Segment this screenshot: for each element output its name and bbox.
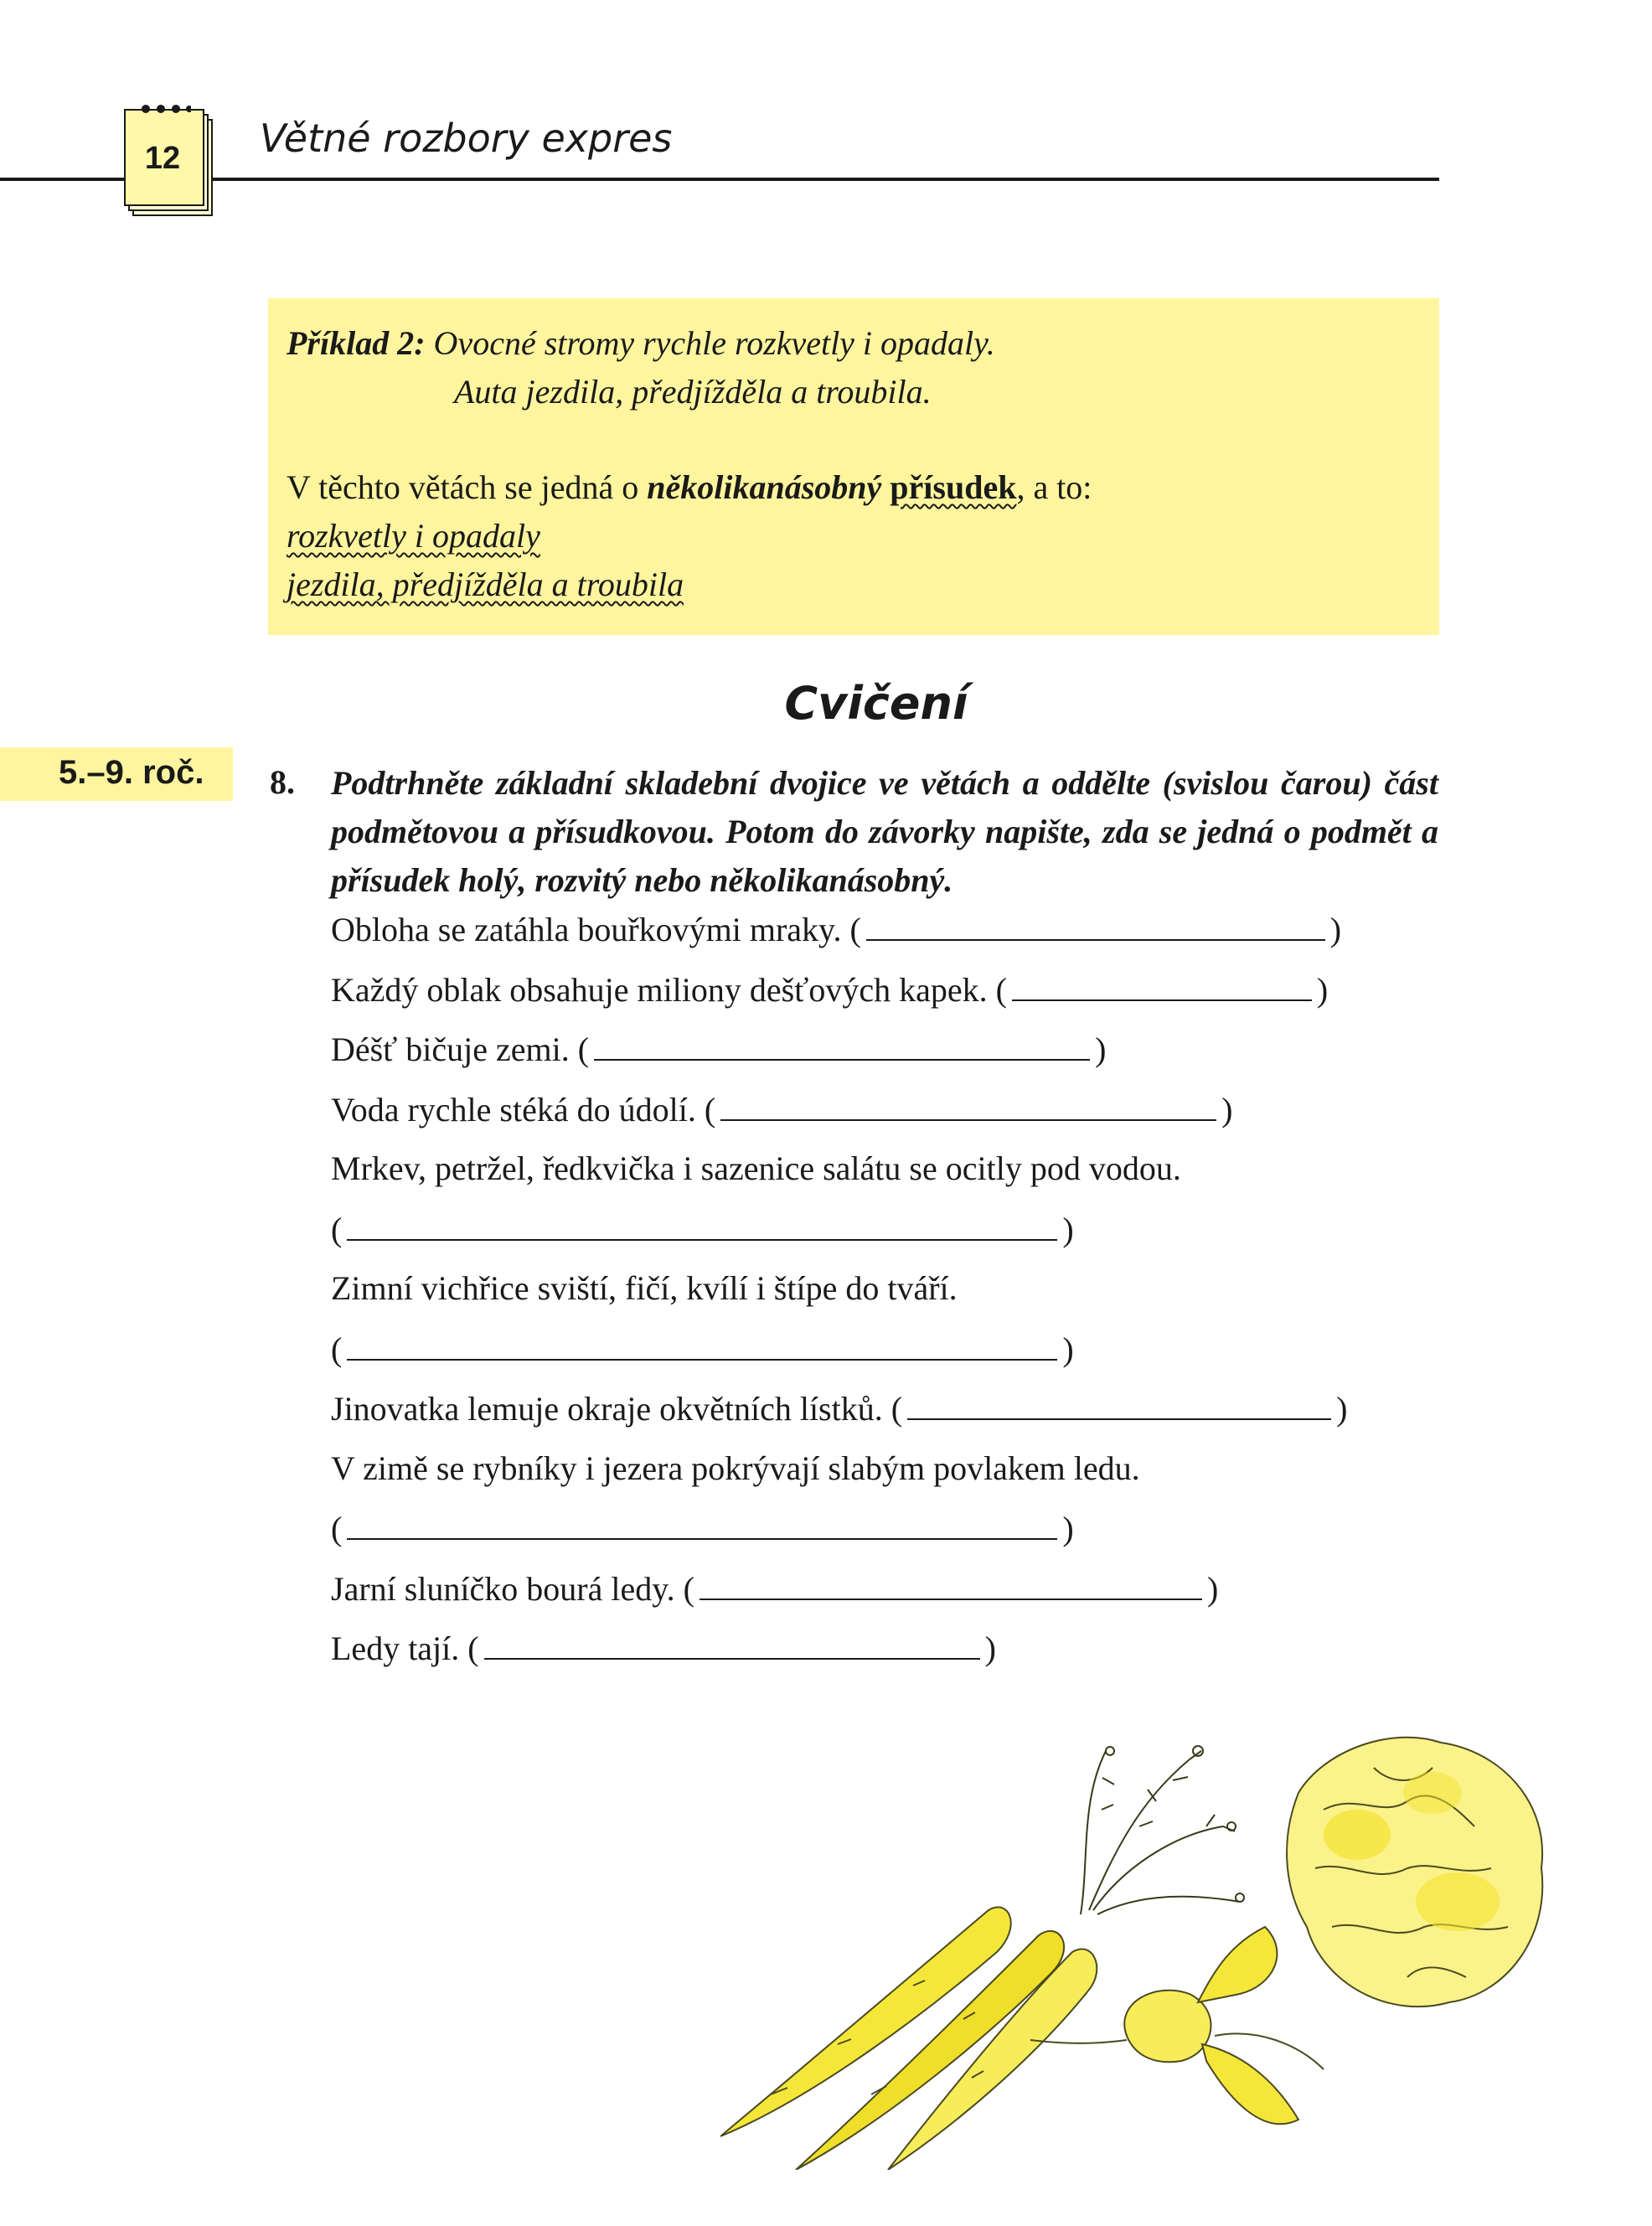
page-number-badge (124, 109, 214, 218)
example-label: Příklad 2: (287, 324, 426, 362)
carrot-leaves-icon (1081, 1746, 1244, 1914)
book-title: Větné rozbory expres (260, 116, 673, 161)
lettuce-icon (1287, 1738, 1542, 2006)
section-heading: Cvičení (784, 677, 968, 730)
answer-blank[interactable] (866, 907, 1325, 941)
sentence-row: Mrkev, petržel, ředkvička i sazenice salátu se ocitly pod vodou. (331, 1149, 1181, 1187)
keyword-underlined: přísudek (890, 468, 1017, 506)
example-sentence-2: Auta jezdila, předjížděla a troubila. (454, 373, 932, 411)
carrot-icon (720, 1907, 1097, 2170)
example-answer-1: rozkvetly i opadaly (287, 517, 540, 555)
notepad-rings-icon (141, 101, 191, 117)
sentence-list (331, 907, 1445, 1686)
answer-blank[interactable] (1012, 968, 1312, 1001)
sentence-row: ( ) (331, 1207, 1445, 1268)
answer-blank[interactable] (347, 1506, 1057, 1540)
task-number: 8. (270, 763, 295, 801)
page-number: 12 (144, 141, 181, 176)
answer-blank[interactable] (594, 1027, 1090, 1061)
vegetables-illustration (720, 1701, 1567, 2170)
example-box (268, 298, 1439, 635)
answer-blank[interactable] (347, 1327, 1057, 1361)
sentence-row: ( ) (331, 1506, 1445, 1567)
example-line-1 (287, 323, 995, 363)
sentence-row: Zimní vichřice sviští, fičí, kvílí i štípe do tváří. (331, 1269, 958, 1307)
answer-blank[interactable] (720, 1087, 1216, 1121)
example-explanation: V těchto větách se jedná o několikanásobný přísudek, a to: (287, 468, 1092, 506)
grade-badge (0, 747, 233, 801)
sentence-row: Déšť bičuje zemi. ( ) (331, 1027, 1445, 1087)
header-rule (0, 178, 1439, 181)
answer-blank[interactable] (347, 1207, 1057, 1241)
grade-label: 5.–9. roč. (59, 754, 204, 791)
sentence-row: Ledy tají. ( ) (331, 1626, 1445, 1686)
sentence-row: ( ) (331, 1327, 1445, 1387)
sentence-row: V zimě se rybníky i jezera pokrývají slabým povlakem ledu. (331, 1449, 1140, 1487)
sentence-row: Voda rychle stéká do údolí. ( ) (331, 1087, 1445, 1148)
answer-blank[interactable] (700, 1567, 1202, 1600)
keyword-bold: několikanásobný (647, 468, 882, 506)
sentence-row: Jarní sluníčko bourá ledy. ( ) (331, 1567, 1445, 1627)
answer-blank[interactable] (907, 1387, 1331, 1420)
example-answer-2: jezdila, předjížděla a troubila (287, 566, 684, 603)
sentence-row: Každý oblak obsahuje miliony dešťových kapek. ( ) (331, 968, 1445, 1028)
example-sentence-1: Ovocné stromy rychle rozkvetly i opadaly. (433, 324, 995, 362)
task-instruction: Podtrhněte základní skladební dvojice ve větách a oddělte (svislou čarou) část podmětovou a přísudkovou. Potom do závorky napište, zda se jedná o podmět a přísudek holý, rozvitý nebo několikanásobný. (331, 764, 1438, 899)
sentence-row: Jinovatka lemuje okraje okvětních lístků. ( ) (331, 1387, 1445, 1447)
answer-blank[interactable] (484, 1626, 980, 1660)
sentence-row: Obloha se zatáhla bouřkovými mraky. ( ) (331, 907, 1445, 968)
